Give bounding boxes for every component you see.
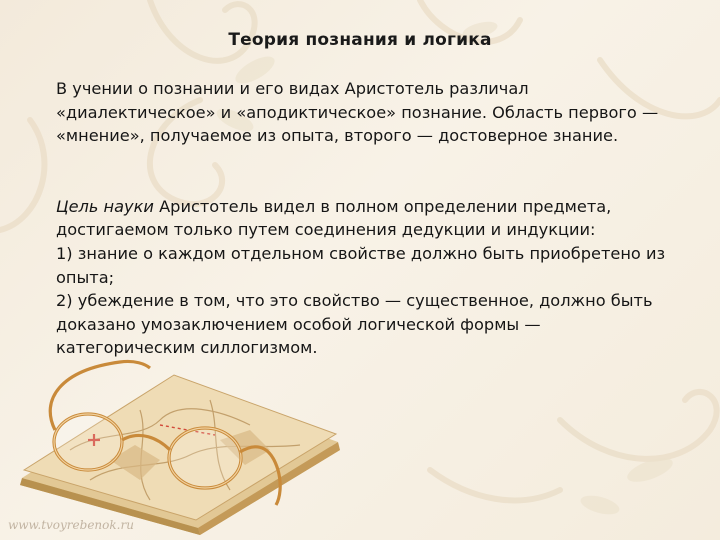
text-line — [56, 195, 676, 219]
watermark: www.tvoyrebenok.ru — [8, 518, 134, 532]
text-line: 1) знание о каждом отдельном свойстве должно быть приобретено из — [56, 243, 666, 263]
map-and-glasses-illustration — [0, 330, 360, 540]
text-line: 2) убеждение в том, что это свойство — существенное, должно быть — [56, 291, 653, 311]
paragraph-dialectic — [56, 77, 676, 148]
text-line: опыта; — [56, 267, 115, 287]
text-line: доказано умозаключением особой логической формы — — [56, 314, 541, 334]
emphasis-science-goal: Цель науки — [56, 196, 154, 216]
text-line: В учении о познании и его видах Аристотель различал — [56, 79, 529, 98]
body-text — [56, 77, 676, 360]
text-line: «диалектическое» и «аподиктическое» познание. Область первого — — [56, 102, 659, 122]
text-line: «мнение», получаемое из опыта, второго — достоверное знание. — [56, 126, 619, 146]
text-span: Аристотель видел в полном определении предмета, — [153, 196, 612, 216]
page-title: Теория познания и логика — [228, 30, 492, 50]
text-line: категорическим силлогизмом. — [56, 338, 318, 358]
text-line: достигаемом только путем соединения дедукции и индукции: — [56, 220, 596, 240]
